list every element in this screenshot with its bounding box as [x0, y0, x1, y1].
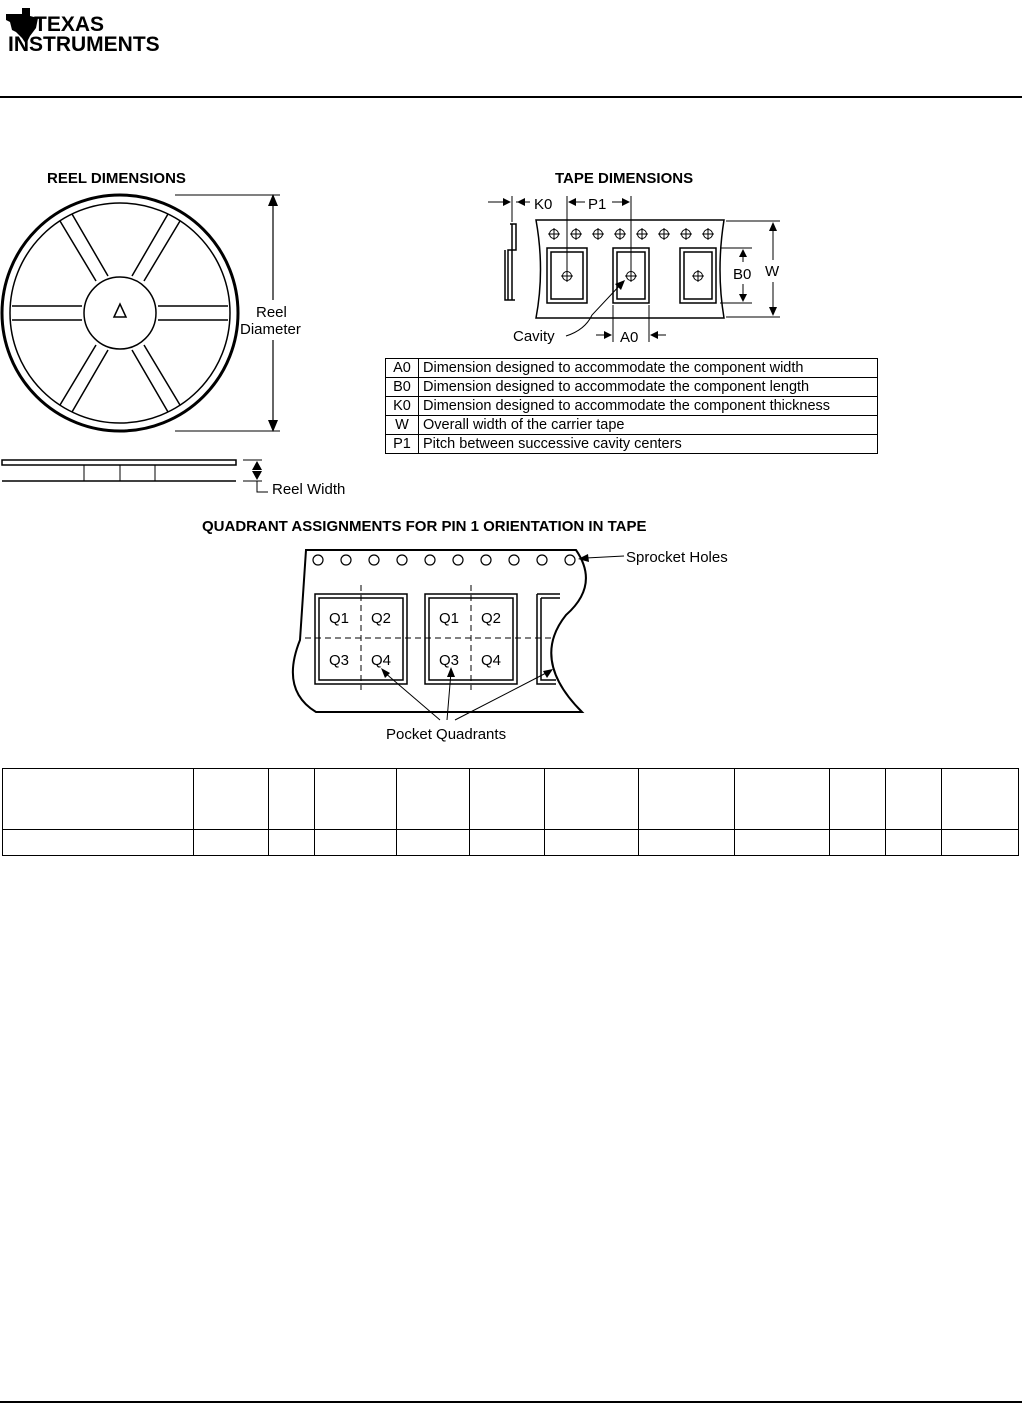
table-cell — [942, 830, 1019, 856]
quadrant-title: QUADRANT ASSIGNMENTS FOR PIN 1 ORIENTATION IN TAPE — [202, 518, 647, 535]
a0-label: A0 — [620, 329, 639, 346]
table-cell — [830, 769, 886, 830]
table-cell — [269, 830, 315, 856]
table-cell — [470, 830, 545, 856]
legend-row — [386, 435, 878, 454]
header-divider — [0, 96, 1022, 98]
table-cell — [639, 769, 735, 830]
pocket1-q1-label: Q1 — [329, 610, 350, 627]
tape-diagram — [480, 190, 800, 350]
pocket2-q4-label: Q4 — [481, 652, 502, 669]
tape-dimensions-title: TAPE DIMENSIONS — [555, 170, 694, 187]
pocket1-q4-label: Q4 — [371, 652, 392, 669]
legend-row — [386, 416, 878, 435]
table-cell — [639, 830, 735, 856]
legend-row — [386, 397, 878, 416]
table-cell — [3, 830, 194, 856]
legend-row — [386, 378, 878, 397]
table-cell — [545, 830, 639, 856]
table-cell — [397, 830, 470, 856]
table-cell — [886, 830, 942, 856]
pocket-quadrants-label: Pocket Quadrants — [386, 726, 507, 743]
reel-width-label: Reel Width — [272, 481, 346, 498]
reel-diameter-label-2: Diameter — [240, 321, 301, 338]
table-cell — [315, 769, 397, 830]
legend-code: W — [386, 416, 419, 435]
k0-label: K0 — [534, 196, 553, 213]
legend-code: B0 — [386, 378, 419, 397]
w-label: W — [765, 263, 780, 280]
table-cell — [470, 769, 545, 830]
legend-code: P1 — [386, 435, 419, 454]
package-materials-table — [2, 768, 1019, 856]
table-cell — [269, 769, 315, 830]
quadrant-diagram — [285, 540, 745, 745]
table-cell — [735, 830, 830, 856]
table-cell — [194, 769, 269, 830]
table-cell — [735, 769, 830, 830]
table-row — [3, 830, 1019, 856]
legend-description: Dimension designed to accommodate the component length — [419, 378, 878, 397]
reel-dimensions-title: REEL DIMENSIONS — [47, 170, 186, 187]
legend-code: A0 — [386, 359, 419, 378]
table-cell — [545, 769, 639, 830]
logo-line2: INSTRUMENTS — [8, 33, 160, 56]
table-cell — [3, 769, 194, 830]
legend-description: Dimension designed to accommodate the component width — [419, 359, 878, 378]
logo-line1: TEXAS — [34, 13, 105, 36]
legend-description: Dimension designed to accommodate the component thickness — [419, 397, 878, 416]
legend-description: Overall width of the carrier tape — [419, 416, 878, 435]
pocket1-q3-label: Q3 — [329, 652, 350, 669]
pocket2-q2-label: Q2 — [481, 610, 502, 627]
p1-label: P1 — [588, 196, 607, 213]
cavity-label: Cavity — [513, 328, 555, 345]
legend-code: K0 — [386, 397, 419, 416]
table-cell — [830, 830, 886, 856]
table-cell — [194, 830, 269, 856]
texas-instruments-logo — [4, 6, 174, 56]
b0-label: B0 — [733, 266, 752, 283]
pocket1-q2-label: Q2 — [371, 610, 392, 627]
table-cell — [315, 830, 397, 856]
pocket2-q3-label: Q3 — [439, 652, 460, 669]
table-cell — [942, 769, 1019, 830]
table-cell — [886, 769, 942, 830]
footer-divider — [0, 1401, 1022, 1403]
table-header-row — [3, 769, 1019, 830]
reel-diagram — [0, 185, 360, 505]
tape-dimension-legend — [385, 358, 878, 454]
table-cell — [397, 769, 470, 830]
sprocket-holes-label: Sprocket Holes — [626, 549, 728, 566]
legend-row — [386, 359, 878, 378]
pocket2-q1-label: Q1 — [439, 610, 460, 627]
reel-diameter-label-1: Reel — [256, 304, 287, 321]
legend-description: Pitch between successive cavity centers — [419, 435, 878, 454]
